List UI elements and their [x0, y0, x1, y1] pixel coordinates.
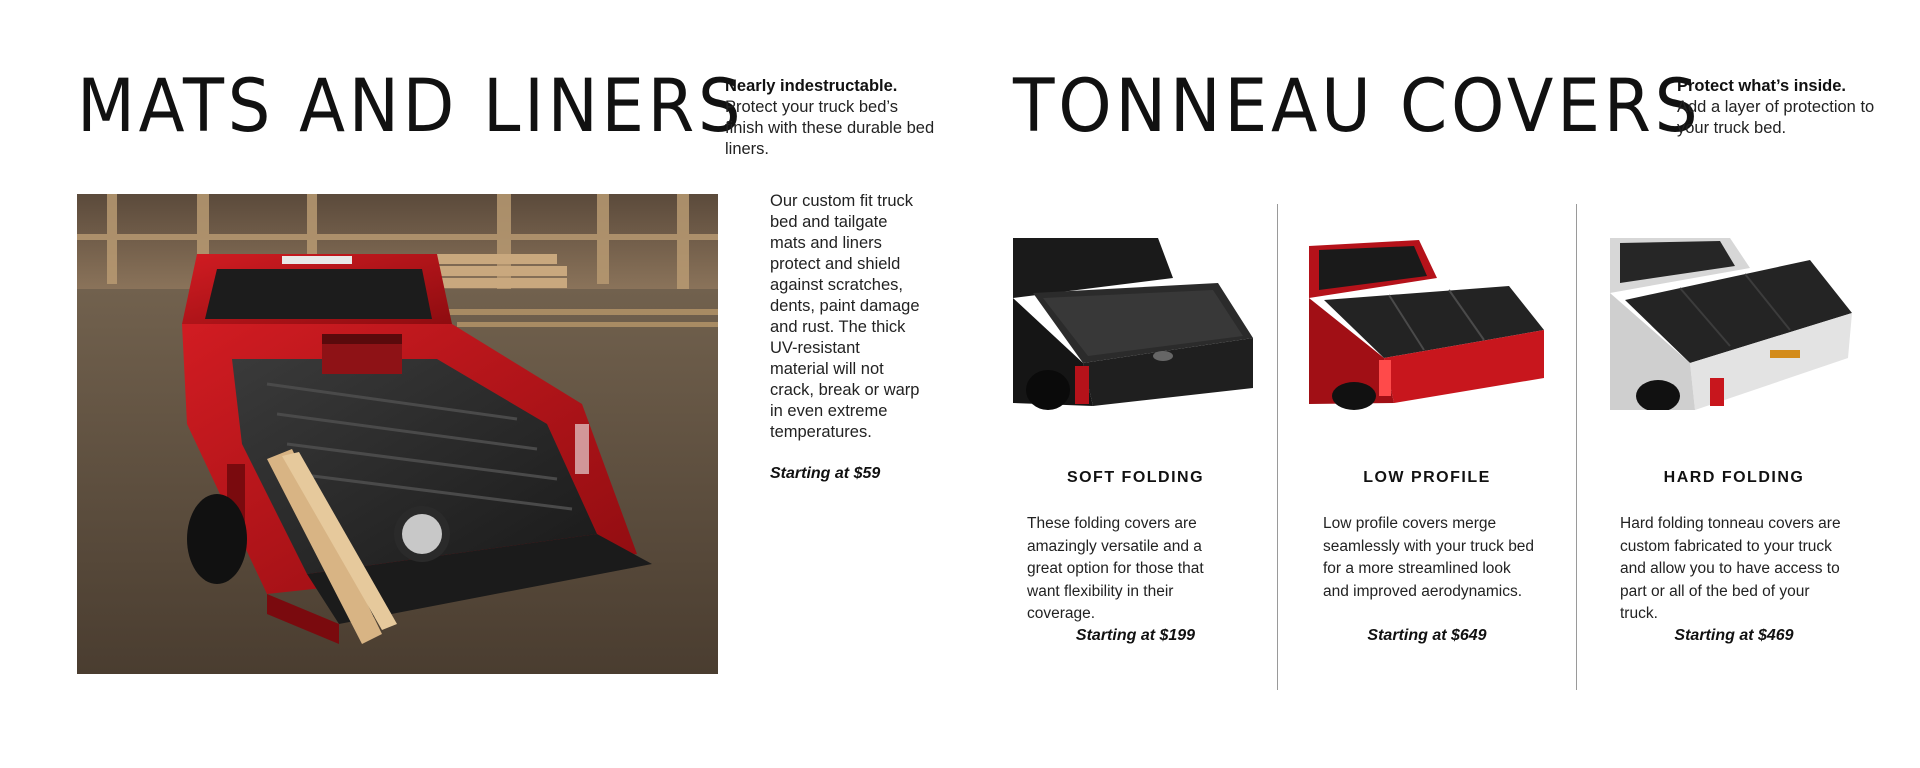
column-divider [1277, 204, 1278, 690]
white-truck-hard-folding-cover-photo [1610, 238, 1857, 410]
mats-title: MATS AND LINERS [77, 64, 745, 149]
mats-price: Starting at $59 [770, 465, 881, 482]
product-name: HARD FOLDING [1663, 469, 1805, 486]
product-name: SOFT FOLDING [1066, 469, 1205, 486]
column-divider [1576, 204, 1577, 690]
mats-description: Our custom fit truck bed and tailgate mats and liners protect and shield against scratches, dents, paint damage and rust. The thick UV-resistant material will not crack, break or warp in even extreme temperatures. [770, 192, 920, 441]
mats-intro [725, 76, 935, 160]
tonneau-title: TONNEAU COVERS [1013, 64, 1702, 149]
tonneau-intro-body: Add a layer of protection to your truck bed. [1677, 98, 1875, 137]
product-price: Starting at $649 [1367, 627, 1487, 644]
mats-intro-lead: Nearly indestructable. [725, 77, 898, 95]
red-truck-low-profile-cover-photo [1309, 238, 1547, 410]
product-description: Low profile covers merge seamlessly with your truck bed for a more streamlined look and improved aerodynamics. [1323, 515, 1535, 600]
tonneau-intro [1677, 76, 1877, 139]
tonneau-intro-lead: Protect what’s inside. [1677, 77, 1847, 95]
mats-intro-body: Protect your truck bed’s finish with these durable bed liners. [725, 98, 935, 158]
black-truck-soft-cover-photo [1013, 238, 1258, 410]
product-description: Hard folding tonneau covers are custom fabricated to your truck and allow you to have access to part or all of the bed of your truck. [1620, 515, 1841, 622]
red-pickup-bed-liner-photo [77, 194, 718, 674]
product-price: Starting at $469 [1674, 627, 1794, 644]
product-price: Starting at $199 [1075, 627, 1196, 644]
product-name: LOW PROFILE [1363, 469, 1491, 486]
product-description: These folding covers are amazingly versatile and a great option for those that want flexibility in their coverage. [1027, 515, 1204, 622]
